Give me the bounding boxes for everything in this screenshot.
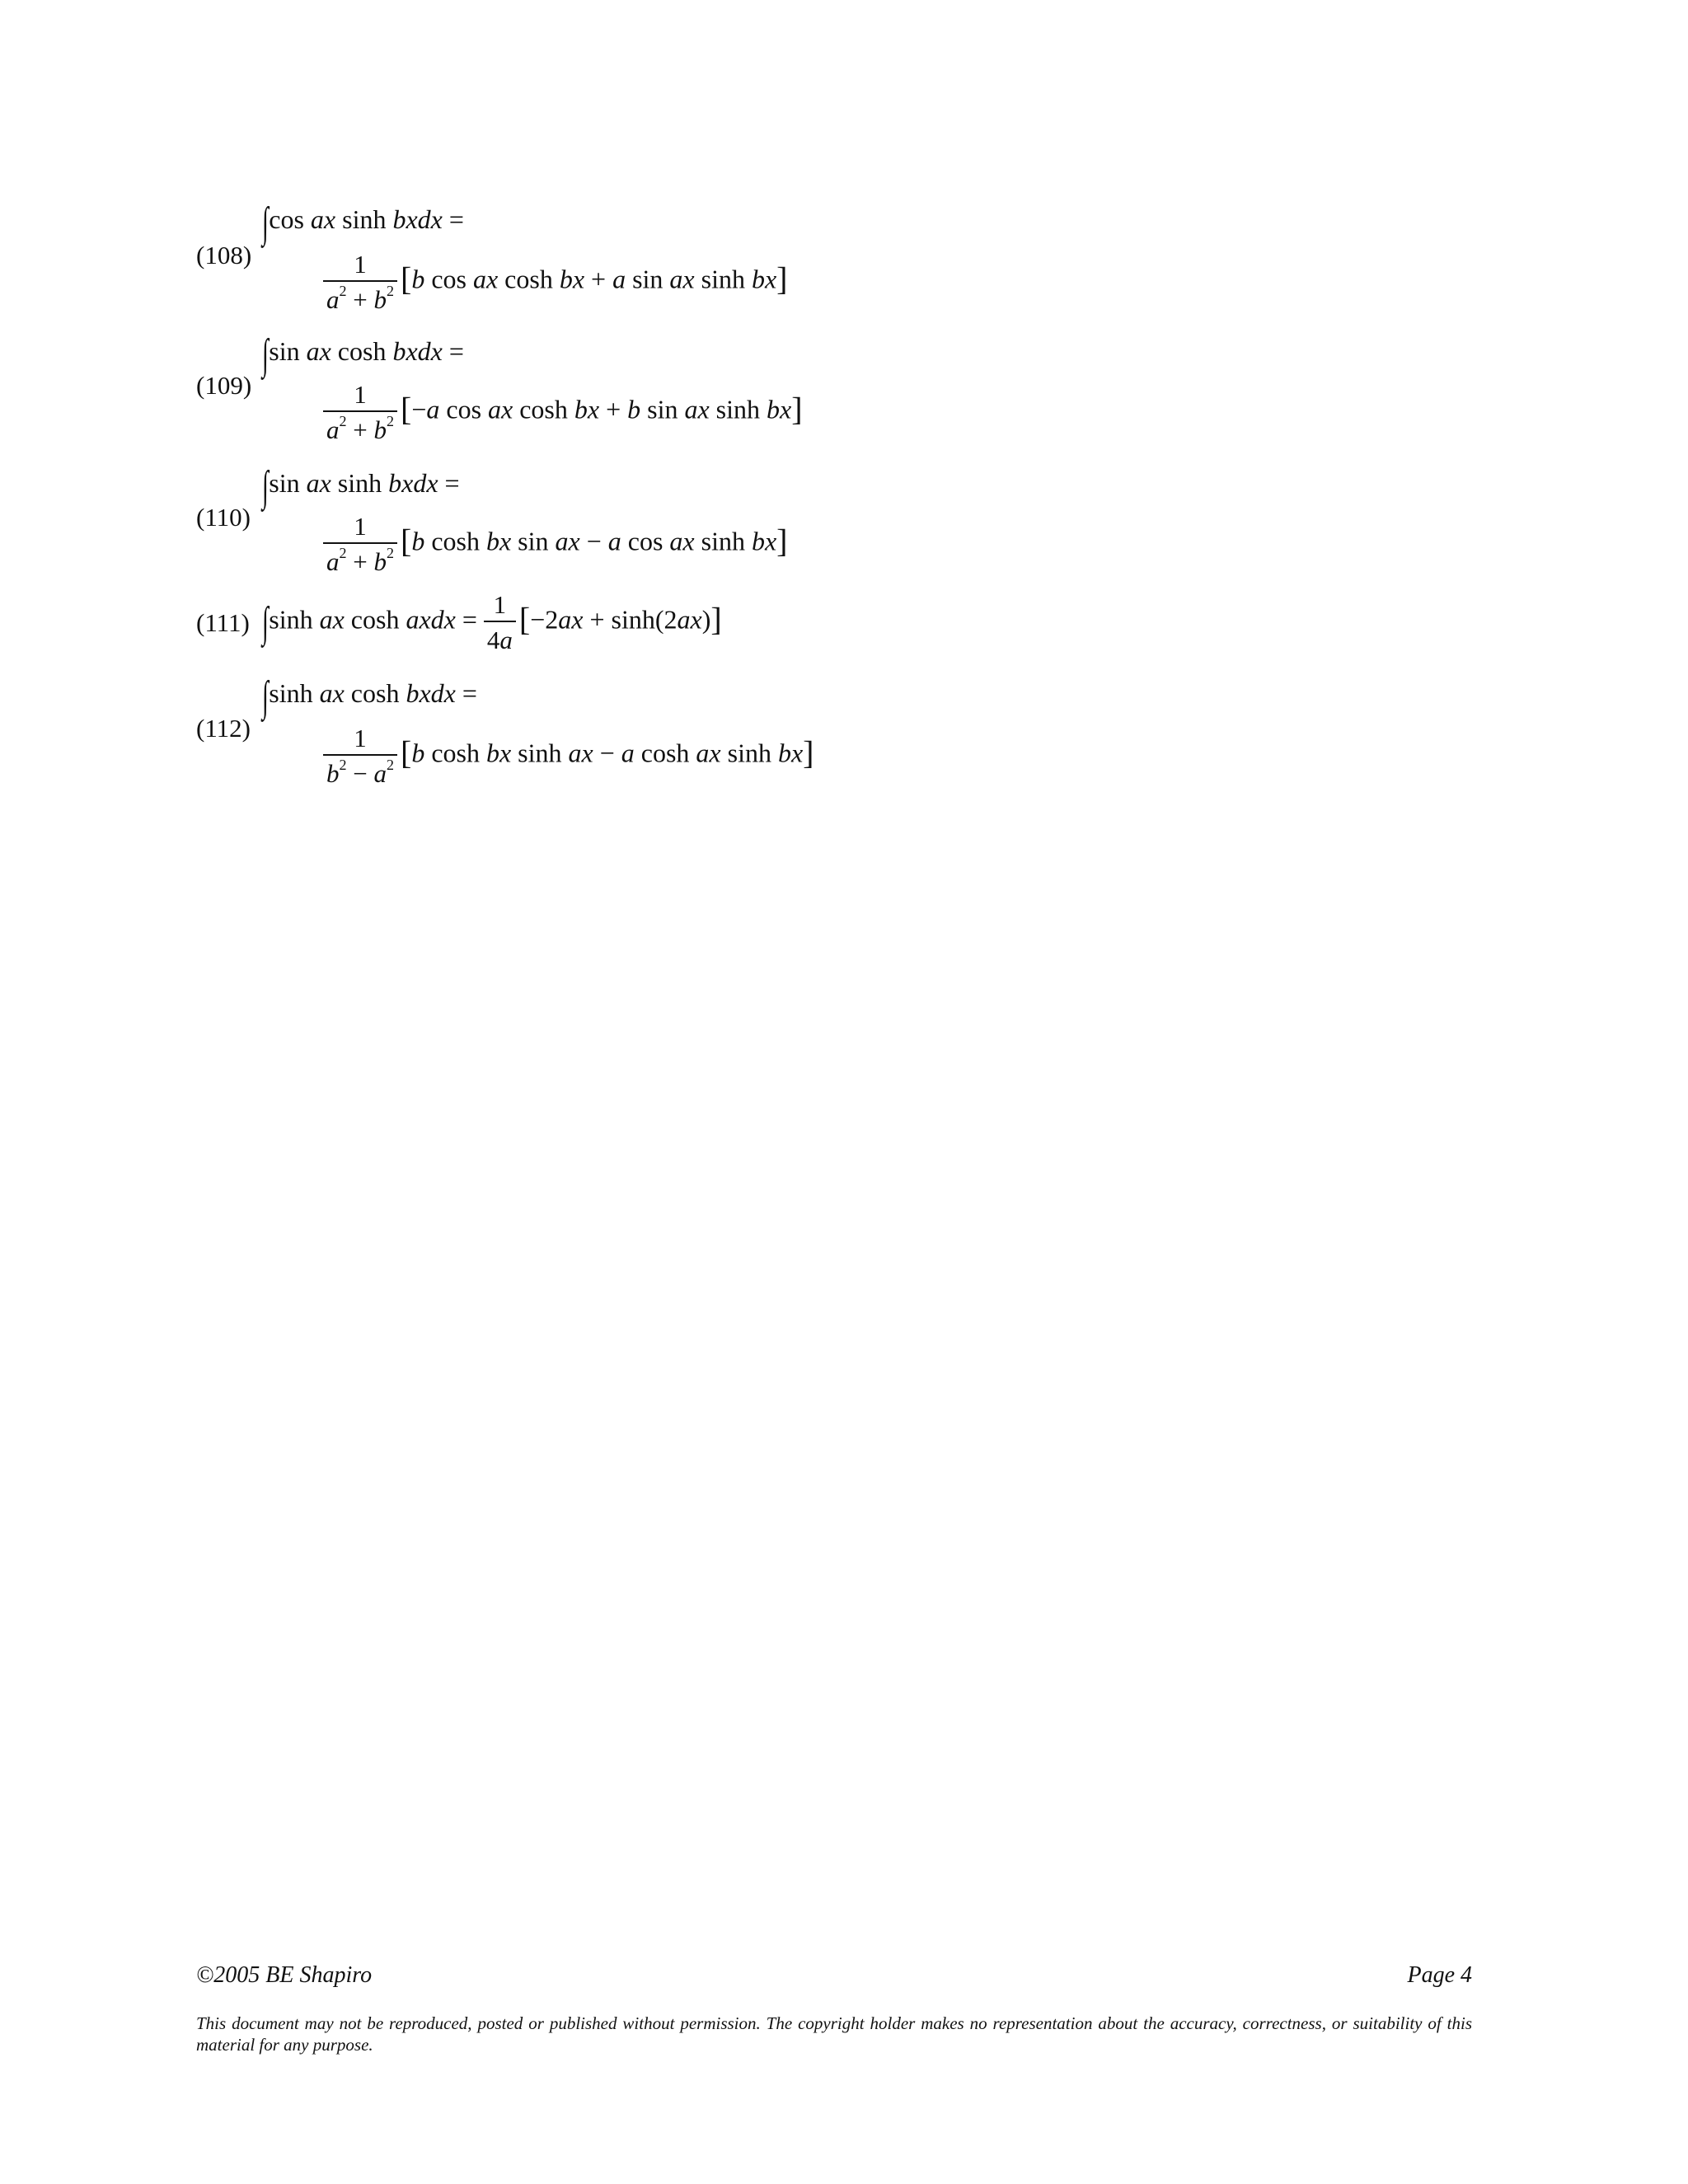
equation-number: (109) <box>196 371 252 400</box>
copyright-notice: This document may not be reproduced, posted or published without permission. The copyright holder makes no representation about the accuracy, correctness, or suitability of this material for any purpose. <box>196 2013 1472 2055</box>
equation-rhs: $\frac{1}{a^2 + b^2}$ [−a cos ax cosh bx + b sin ax sinh bx] <box>323 382 803 443</box>
equation-number: (110) <box>196 503 251 532</box>
integral-symbol: ∫ <box>262 331 269 378</box>
equation-lhs: ∫ sinh ax cosh bxdx = <box>262 673 477 720</box>
equation-rhs: $\frac{1}{a^2 + b^2}$ [b cosh bx sin ax − a cos ax sinh bx] <box>323 513 788 574</box>
equation-number: (112) <box>196 714 251 743</box>
integral-symbol: ∫ <box>262 599 269 647</box>
equation-number: (108) <box>196 241 252 269</box>
integral-symbol: ∫ <box>262 463 269 510</box>
fraction: $\frac{1}{4a}$ <box>484 592 516 653</box>
equation-rhs: $\frac{1}{a^2 + b^2}$ [b cos ax cosh bx + a sin ax sinh bx] <box>323 251 788 312</box>
page-number: Page 4 <box>1407 1962 1472 1988</box>
equation-rhs: $\frac{1}{b^2 - a^2}$ [b cosh bx sinh ax − a cosh ax sinh bx] <box>323 725 814 786</box>
equation-full: ∫ sinh ax cosh axdx = $\frac{1}{4a}$ [−2ax + sinh(2ax)] <box>262 590 722 654</box>
integral-symbol: ∫ <box>262 673 269 720</box>
fraction: $\frac{1}{a^2 + b^2}$ <box>323 513 397 574</box>
integral-symbol: ∫ <box>262 199 269 246</box>
fraction: $\frac{1}{a^2 + b^2}$ <box>323 382 397 443</box>
fraction: $\frac{1}{a^2 + b^2}$ <box>323 251 397 312</box>
equation-lhs: ∫ cos ax sinh bxdx = <box>262 199 464 246</box>
equation-lhs: ∫ sin ax sinh bxdx = <box>262 463 460 510</box>
equation-lhs: ∫ sin ax cosh bxdx = <box>262 331 464 378</box>
copyright-text: ©2005 BE Shapiro <box>196 1962 373 1988</box>
fraction: $\frac{1}{b^2 - a^2}$ <box>323 725 397 786</box>
equation-number: (111) <box>196 608 250 637</box>
